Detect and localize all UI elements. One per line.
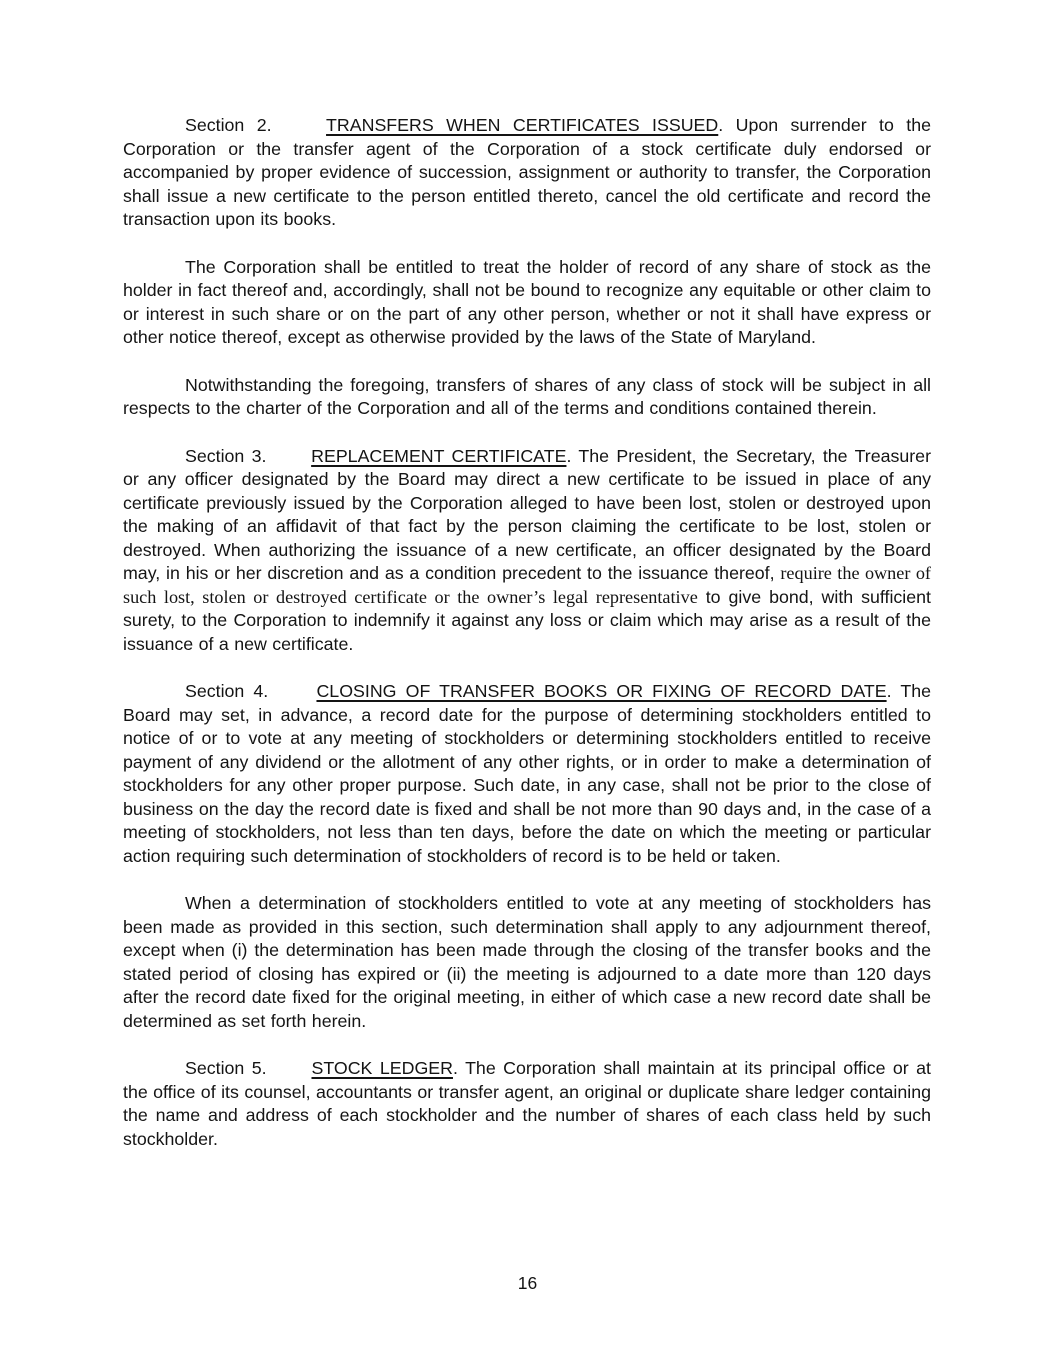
section-4-title-period: . (886, 681, 892, 701)
determination-body: When a determination of stockholders entitled to vote at any meeting of stockholders has been made as provided in this section, such determination shall apply to any adjournment thereof, except when (i) the determination has been made through the closing of the transfer books and the stated period of closing has expired or (ii) the meeting is adjourned to a date more than 120 days after the record date fixed for the original meeting, in either of which case a new record date shall be determined as set forth herein. (123, 893, 931, 1031)
section-2-label: Section 2. (185, 115, 272, 135)
section-4-body: The Board may set, in advance, a record date for the purpose of determining stockholders entitled to notice of or to vote at any meeting of stockholders or determining stockholders entitled to receive payment of any dividend or the allotment of any other rights, or in order to make a determination of stockholders for any other proper purpose. Such date, in any case, shall not be prior to the close of business on the day the record date is fixed and shall be not more than 90 days and, in the case of a meeting of stockholders, not less than ten days, before the date on which the meeting or particular action requiring such determination of stockholders of record is to be held or taken. (123, 681, 931, 866)
section-3-title-period: . (566, 445, 572, 466)
section-3-serif-line: require the owner of such lost, stolen or destroyed certificate or the owner’s legal representative (123, 563, 931, 607)
section-3-title: REPLACEMENT CERTIFICATE (311, 445, 567, 466)
page-number: 16 (517, 1273, 538, 1293)
notwithstanding-body: Notwithstanding the foregoing, transfers of shares of any class of stock will be subject in all respects to the charter of the Corporation and all of the terms and conditions contained therein. (123, 374, 931, 418)
section-2-title-period: . (718, 115, 724, 135)
section-4-title: CLOSING OF TRANSFER BOOKS OR FIXING OF RECORD DATE (316, 681, 887, 701)
section-2-title: TRANSFERS WHEN CERTIFICATES ISSUED (326, 115, 719, 135)
section-3-body: The President, the Secretary, the Treasurer or any officer designated by the Board may direct a new certificate to be issued in place of any certificate previously issued by the Corporation alleged to have been lost, stolen or destroyed upon the making of an affidavit of that fact by the person claiming the certificate to be lost, stolen or destroyed. When authorizing the issuance of a new certificate, an officer designated by the Board may, in his or her discretion and as a condition precedent to the issuance thereof, (123, 445, 931, 583)
section-3-body-continued: to give bond, with sufficient surety, to the Corporation to indemnify it against any loss or claim which may arise as a result of the issuance of a new certificate. (123, 586, 931, 654)
section-3-paragraph (123, 445, 931, 657)
holder-of-record-paragraph (123, 256, 931, 350)
section-5-paragraph (123, 1057, 931, 1151)
section-5-body: The Corporation shall maintain at its principal office or at the office of its counsel, accountants or transfer agent, an original or duplicate share ledger containing the name and address of each stockholder and the number of shares of each class held by such stockholder. (123, 1058, 931, 1149)
section-5-label: Section 5. (185, 1058, 267, 1078)
tab-gap (274, 1073, 304, 1074)
determination-paragraph (123, 892, 931, 1033)
section-3-label: Section 3. (185, 445, 267, 466)
section-5-title: STOCK LEDGER (311, 1058, 453, 1078)
tab-gap (274, 461, 304, 462)
section-4-label: Section 4. (185, 681, 269, 701)
holder-of-record-body: The Corporation shall be entitled to treat the holder of record of any share of stock as the holder in fact thereof and, accordingly, shall not be bound to recognize any equitable or other claim to or interest in such share or on the part of any other person, whether or not it shall have express or other notice thereof, except as otherwise provided by the laws of the State of Maryland. (123, 256, 931, 347)
section-2-body: Upon surrender to the Corporation or the transfer agent of the Corporation of a stock certificate duly endorsed or accompanied by proper evidence of succession, assignment or authority to transfer, the Corporation shall issue a new certificate to the person entitled thereto, cancel the old certificate and record the transaction upon its books. (123, 115, 931, 229)
notwithstanding-paragraph (123, 374, 931, 421)
text-block (123, 114, 931, 1175)
tab-gap (284, 130, 314, 131)
tab-gap (277, 696, 307, 697)
section-4-paragraph (123, 680, 931, 868)
section-2-paragraph (123, 114, 931, 232)
section-5-title-period: . (452, 1058, 458, 1078)
